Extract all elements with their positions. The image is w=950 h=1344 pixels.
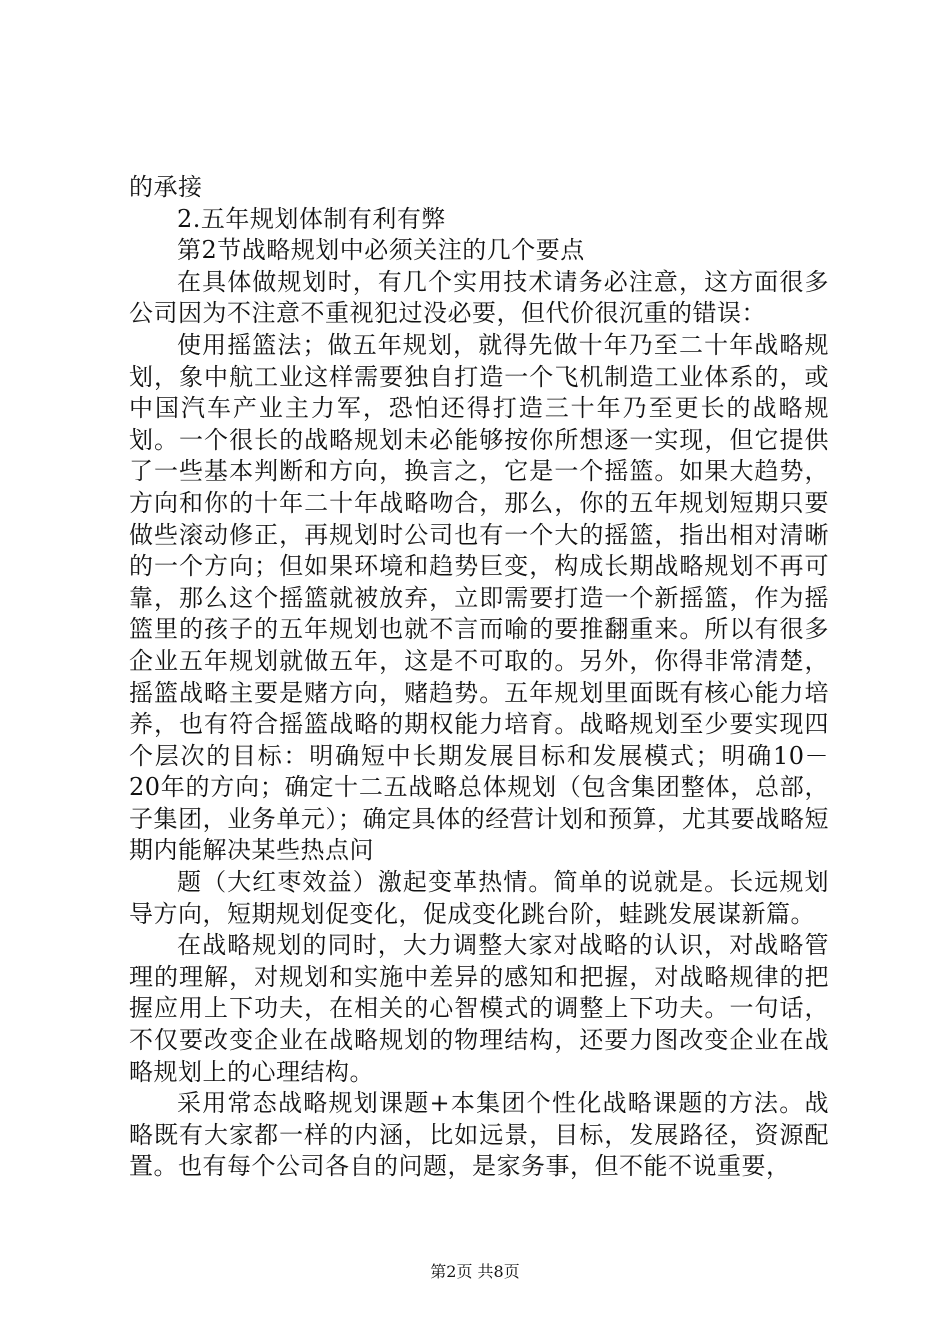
paragraph-topics-method: 采用常态战略规划课题+本集团个性化战略课题的方法。战略既有大家都一样的内涵，比如远景，目标，发展路径，资源配置。也有每个公司各自的问题，是家务事，但不能不说重要， <box>129 1089 829 1181</box>
paragraph-intro: 在具体做规划时，有几个实用技术请务必注意，这方面很多公司因为不注意不重视犯过没必要，但代价很沉重的错误： <box>129 267 829 328</box>
paragraph-mindset: 在战略规划的同时，大力调整大家对战略的认识，对战略管理的理解，对规划和实施中差异的感知和把握，对战略规律的把握应用上下功夫，在相关的心智模式的调整上下功夫。一句话，不仅要改变企业在战略规划的物理结构，还要力图改变企业在战略规划上的心理结构。 <box>129 931 829 1086</box>
section-heading-five-year-system: 2.五年规划体制有利有弊 <box>177 204 446 233</box>
page-number-label: 第2页 共8页 <box>430 1262 520 1281</box>
paragraph-continuation: 的承接 <box>129 173 203 201</box>
paragraph-cradle-method: 使用摇篮法；做五年规划，就得先做十年乃至二十年战略规划，象中航工业这样需要独自打造一个飞机制造工业体系的，或中国汽车产业主力军，恐怕还得打造三十年乃至更长的战略规划。一个很长的战略规划未必能够按你所想逐一实现，但它提供了一些基本判断和方向，换言之，它是一个摇篮。如果大趋势，方向和你的十年二十年战略吻合，那么，你的五年规划短期只要做些滚动修正，再规划时公司也有一个大的摇篮，指出相对清晰的一个方向；但如果环境和趋势巨变，构成长期战略规划不再可靠，那么这个摇篮就被放弃，立即需要打造一个新摇篮，作为摇篮里的孩子的五年规划也就不言而喻的要推翻重来。所以有很多企业五年规划就做五年，这是不可取的。另外，你得非常清楚，摇篮战略主要是赌方向，赌趋势。五年规划里面既有核心能力培养，也有符合摇篮战略的期权能力培育。战略规划至少要实现四个层次的目标：明确短中长期发展目标和发展模式；明确10－20年的方向；确定十二五战略总体规划（包含集团整体，总部，子集团，业务单元）；确定具体的经营计划和预算，尤其要战略短期内能解决某些热点问 <box>129 330 829 865</box>
page-footer <box>0 1262 950 1282</box>
section-heading-key-points: 第2节战略规划中必须关注的几个要点 <box>177 236 585 265</box>
document-body <box>129 172 829 1183</box>
paragraph-cradle-continued: 题（大红枣效益）激起变革热情。简单的说就是。长远规划导方向，短期规划促变化，促成变化跳台阶，蛙跳发展谋新篇。 <box>129 868 829 928</box>
